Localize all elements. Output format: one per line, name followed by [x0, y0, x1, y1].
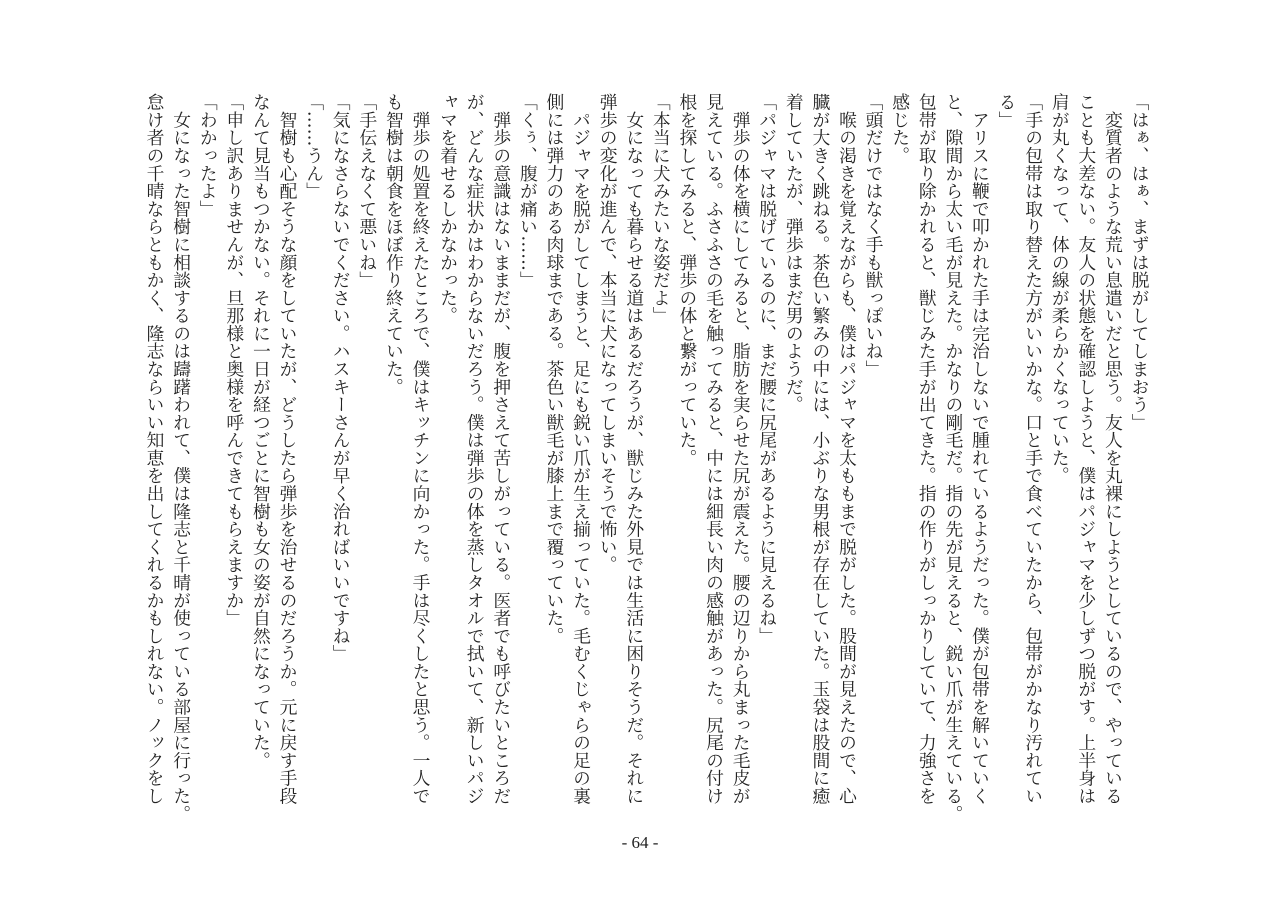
text-line: 「くぅ、腹が痛い……」: [517, 93, 539, 289]
text-line: 「気になさらないでください。ハスキーさんが早く治ればいいですね」: [330, 93, 352, 663]
text-line: 「本当に犬みたいな姿だよ」: [650, 93, 672, 325]
page-number: - 64 -: [621, 833, 659, 852]
text-line: 「申し訳ありませんが、旦那様と奥様を呼んできてもらえますか」: [223, 93, 245, 627]
text-line: 「わかったよ」: [197, 93, 219, 218]
text-line: 包帯が取り除かれると、獣じみた手が出てきた。指の作りがしっかりしていて、力強さを: [916, 93, 938, 805]
text-line: ャマを着せるしかなかった。: [437, 93, 459, 325]
text-line: 「頭だけではなく手も獣っぽいね」: [863, 93, 885, 378]
text-line: 弾歩の変化が進んで、本当に犬になってしまいそうで怖い。: [597, 93, 619, 574]
text-line: 感じた。: [889, 93, 911, 165]
text-line: 女になっても暮らせる道はあるだろうが、獣じみた外見では生活に困りそうだ。それに: [623, 93, 645, 805]
text-line: 「はぁ、はぁ、まずは脱がしてしまおう」: [1129, 93, 1150, 432]
text-line: 「パジャマは脱げているのに、まだ腰に尻尾があるように見えるね」: [756, 93, 778, 645]
text-line: と、隙間から太い毛が見えた。かなりの剛毛だ。指の先が見えると、鋭い爪が生えている。: [942, 93, 964, 823]
text-line: なんて見当もつかない。それに一日が経つごとに智樹も女の姿が自然になっていた。: [250, 93, 272, 770]
body-text: [102, 93, 1152, 823]
text-line: 弾歩の処置を終えたところで、僕はキッチンに向かった。手は尽くしたと思う。一人で: [409, 93, 431, 805]
text-line: 智樹も心配そうな顔をしていたが、どうしたら弾歩を治せるのだろうか。元に戻す手段: [277, 93, 298, 805]
text-line: 側には弾力のある肉球まである。茶色い獣毛が膝上まで覆っていた。: [543, 93, 565, 645]
text-line: 女になった智樹に相談するのは躊躇われて、僕は隆志と千晴が使っている部屋に行った。: [170, 93, 192, 823]
text-line: 怠け者の千晴ならともかく、隆志ならいい知恵を出してくれるかもしれない。ノックをし: [144, 93, 166, 805]
text-line: 弾歩の意識はないままだが、腹を押さえて苦しがっている。医者でも呼びたいところだ: [490, 93, 512, 805]
text-line: も智樹は朝食をほぼ作り終えていた。: [383, 93, 405, 396]
text-line: 臓が大きく跳ねる。茶色い繁みの中には、小ぶりな男根が存在していた。玉袋は股間に癒: [809, 93, 831, 805]
text-line: アリスに鞭で叩かれた手は完治しないで腫れているようだった。僕が包帯を解いていく: [969, 93, 991, 805]
text-line: パジャマを脱がしてしまうと、足にも鋭い爪が生え揃っていた。毛むくじゃらの足の裏: [570, 93, 592, 805]
text-line: ことも大差ない。友人の状態を確認しようと、僕はパジャマを少しずつ脱がす。上半身は: [1075, 93, 1097, 805]
text-line: 変質者のような荒い息遣いだと思う。友人を丸裸にしようとしているので、やっている: [1102, 93, 1124, 805]
text-line: が、どんな症状かはわからないだろう。僕は弾歩の体を蒸しタオルで拭いて、新しいパジ: [464, 93, 486, 805]
text-line: 見えている。ふさふさの毛を触ってみると、中には細長い肉の感触があった。尻尾の付け: [703, 93, 725, 805]
text-line: 「……うん」: [303, 93, 325, 200]
text-line: 着していたが、弾歩はまだ男のようだ。: [783, 93, 805, 414]
text-line: 「手伝えなくて悪いね」: [356, 93, 378, 289]
text-line: 「手の包帯は取り替えた方がいいかな。口と手で食べていたから、包帯がかなり汚れてい: [1022, 93, 1044, 805]
text-line: る」: [996, 93, 1018, 129]
text-line: 肩が丸くなって、体の線が柔らかくなっていた。: [1049, 93, 1071, 485]
text-line: 根を探してみると、弾歩の体と繋がっていた。: [676, 93, 698, 467]
text-line: 喉の渇きを覚えながらも、僕はパジャマを太ももまで脱がした。股間が見えたので、心: [836, 93, 858, 805]
text-line: 弾歩の体を横にしてみると、脂肪を実らせた尻が震えた。腰の辺りから丸まった毛皮が: [730, 93, 752, 805]
